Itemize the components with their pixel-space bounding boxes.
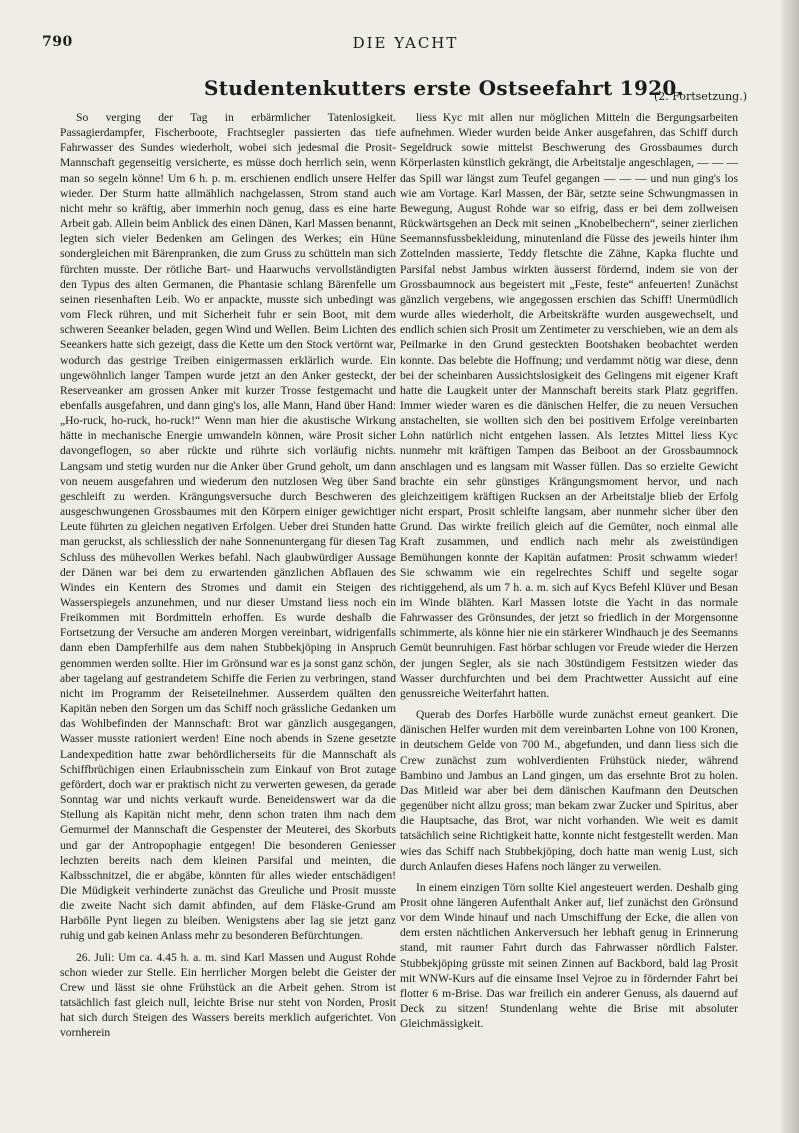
article-heading	[60, 76, 759, 106]
paragraph: liess Kyc mit allen nur möglichen Mitteln die Bergungsarbeiten aufnehmen. Wieder wurden beide Anker ausgefahren, das Schiff durch Segeldruck sowie mittelst Beschwerung des Grossbaumes durch Körperlasten künstlich gekrängt, die Arbeitstalje angeschlagen, — — — das Spill war längst zum Teufel gegangen — — — und nun ging's los wie am Vortage. Karl Massen, der Bär, setzte seine Schwungmassen in Bewegung, August Rohde war so eifrig, dass er bei dem zollweisen Rückwärtsgehen an Deck mit seinen „Knobelbechern“, seiner zierlichen Seemannsfussbekleidung, minutenland die Füsse des jeweils hinter ihm Zottelnden massierte, Teddy fletschte die Zähne, Kapka fluchte und Parsifal nebst Jambus wirkten äusserst fördernd, indem sie von der Grossbaumnock aus begeistert mit „Feste, feste“ anfeuerten! Zunächst gänzlich vergebens, wie angegossen erschien das Schiff! Unermüdlich wurde alles wiederholt, die Arbeitskräfte wurden ausgewechselt, und endlich schien sich Prosit um Zentimeter zu verschieben, wie an dem als Peilmarke in den Grund gesteckten Bootshaken beobachtet werden konnte. Das belebte die Hoffnung; und verdammt nötig war diese, denn bei der scheinbaren Aussichtslosigkeit des Gelingens mit eigener Kraft hatte die Laugkeit unter der Mannschaft bereits stark Platz gegriffen. Immer wieder waren es die dänischen Helfer, die zu neuen Versuchen anstachelten, sie wollten sich den bei positivem Erfolge vereinbarten Lohn natürlich nicht entgehen lassen. Als letztes Mittel liess Kyc nunmehr mit kräftigen Tampen das Beiboot an der Grossbaumnock anschlagen und es langsam mit Wasser füllen. Das so erzielte Gewicht brachte ein sehr günstiges Krängungsmoment hervor, und nach gleichzeitigem kräftigen Rucksen an der Arbeitstalje blieb der Erfolg nicht erspart, Prosit schleifte langsam, aber nunmehr sicher über den Grund. Das wirkte freilich gleich auf die Gemüter, noch einmal alle Kraft zusammen, und endlich nach mehr als zweistündigen Bemühungen konnte der Kapitän aufatmen: Prosit schwamm wieder! Sie schwamm wie ein regelrechtes Schiff und segelte sogar richtiggehend, als um 7 h. a. m. sich auf Kycs Befehl Klüver und Besan im Winde blähten. Karl Massen lotste die Yacht in das normale Fahrwasser des Grönsundes, der jetzt so friedlich in der Morgensonne schimmerte, als könne hier nie ein stärkerer Windhauch je des Seemanns Gemüt beunruhigen. Fast hörbar schlugen vor Freude wieder die Herzen der jungen Segler, als sie nach 30stündigem Festsitzen wieder das Wasser durchfurchten und bei dem Prachtwetter Aussicht auf eine genussreiche Weiterfahrt hatten.	[400, 111, 738, 700]
article-title: Studentenkutters erste Ostseefahrt 1920.	[204, 76, 684, 100]
left-column	[60, 110, 396, 1041]
paragraph: In einem einzigen Törn sollte Kiel angesteuert werden. Deshalb ging Prosit ohne längeren Aufenthalt Anker auf, lief zunächst den Grönsund vor dem Winde hinauf und nach Umschiffung der Ecke, die allen von dem ersten nächtlichen Ankerversuch her lebhaft genug in Erinnerung stand, mit raumer Fahrt durch das Fahrwasser nördlich Falster. Stubbekjöping grüsste mit seinen Zinnen auf Backbord, bald lag Prosit mit WNW-Kurs auf die einsame Insel Vejroe zu in fördernder Fahrt bei flotter 6 m-Brise. Das war freilich ein anderer Genuss, als dauernd auf Deck zu sitzen! Stundenlang wehte die Brise mit absoluter Gleichmässigkeit.	[400, 880, 738, 1031]
page-edge-shadow	[781, 0, 799, 1133]
page-number: 790	[42, 34, 73, 50]
paragraph: 26. Juli: Um ca. 4.45 h. a. m. sind Karl Massen und August Rohde schon wieder zur Stelle. Ein herrlicher Morgen belebt die Geister der Crew und lässt sie ohne Frühstück an die Arbeit gehen. Strom ist tatsächlich fast gleich null, leichte Brise nur steht von Norden, Prosit hat sich durch Steigen des Wassers bereits merklich aufgerichtet. Von vornherein	[60, 950, 396, 1040]
continuation-note: (2. Fortsetzung.)	[654, 90, 747, 103]
paragraph: So verging der Tag in erbärmlicher Tatenlosigkeit. Passagierdampfer, Fischerboote, Frachtsegler passierten das tiefe Fahrwasser des Sundes wiederholt, wobei sich jedesmal die Prosit-Mannschaft gegenseitig versicherte, es müsse doch herrlich sein, wenn man so segeln könne! Um 6 h. p. m. erschienen endlich unsere Helfer wieder. Der Sturm hatte allmählich nachgelassen, Strom stand auch nicht mehr so kräftig, aber immerhin noch genug, dass es eine harte Arbeit gab. Allein beim Anblick des einen Dänen, Karl Massen benannt, legten sich vieler Bedenken am Gelingen des Werkes; ein Hüne sondergleichen mit Bärenpranken, die zum Gruss zu schütteln man sich fürchten musste. Der rötliche Bart- und Haarwuchs vervollständigten den Typus des alten Germanen, die Phantasie schlang Bärenfelle um seinen riesenhaften Leib. Wo er anpackte, musste sich unbedingt was vom Fleck rühren, und mit Sicherheit fuhr er sein Boot, mit dem schweren Seeanker beladen, gegen Wind und Wellen. Beim Lichten des Seeankers hatte sich gezeigt, dass die Kette um den Stock vertörnt war, wodurch das gestrige Treiben einigermassen erklärlich wurde. Ein ungewöhnlich langer Tampen wurde jetzt an den Anker gesteckt, der Reserveanker am grossen Anker mit kurzer Trosse festgemacht und ebenfalls ausgefahren, und dann ging's los, alle Mann, Hand über Hand: „Ho-ruck, ho-ruck, ho-ruck!“ Wenn man hier die akustische Wirkung hätte in mechanische Energie umwandeln können, wäre Prosit sicher davongeflogen, so aber rückte und rührte sich vorläufig nichts. Langsam und stetig wurden nur die Anker über Grund geholt, um dann von neuem ausgefahren und wiederum den nutzlosen Weg über Sand geschleift zu werden. Krängungsversuche durch Beschweren des ausgeschwungenen Grossbaumes mit den Körpern einiger gewichtiger Leute führten zu gleichen negativen Erfolgen. Ueber drei Stunden hatte man geruckst, als schliesslich der nahe Sonnenuntergang für diesen Tag Schluss des mühevollen Werkes befahl. Nach glaubwürdiger Aussage der Dänen war bei dem zu erwartenden gänzlichen Abflauen des Windes ein Kentern des Stromes und damit ein Steigen des Wasserspiegels anzunehmen, und nur dieser Umstand liess noch ein Freikommen mit Bordmitteln erhoffen. Es wurde deshalb die Fortsetzung der Versuche am anderen Morgen vereinbart, widrigenfalls dann eben Dampferhilfe aus dem nahen Stubbekjöping in Anspruch genommen werden sollte. Hier im Grönsund war es ja sonst ganz schön, aber tagelang auf gestrandetem Schiffe die Ferien zu verbringen, stand nicht im Programm der Reiseteilnehmer. Ausserdem quälten den Kapitän neben den Sorgen um das Schiff noch grässliche Gedanken um das Wohlbefinden der Mannschaft: Brot war gänzlich ausgegangen, Wasser musste rationiert werden! Eine noch abends in Szene gesetzte Landexpedition hatte zwar behördlicherseits für die Mannschaft als Schiffbrüchigen einen Erlaubnisschein zum Einkauf von Brot zutage gefördert, doch war er praktisch nicht zu verwerten gewesen, da gerade Sonntag war und nichts verkauft wurde. Beneidenswert war da die Stellung als Kapitän nicht mehr, denn schon traten ihm nach dem Gemurmel der Mannschaft die Gespenster der Meuterei, des Skorbuts und gar der Antropophagie entgegen! Die besonderen Geniesser lechzten bereits nach dem kleinen Parsifal und meinten, die Kalbsschnitzel, die er abgäbe, könnten für alles wieder entschädigen! Die Müdigkeit verhinderte zunächst das Greuliche und Prosit musste die zweite Nacht sich damit abfinden, auf dem Fläske-Grund am Harbölle Pynt liegen zu bleiben. Wenigstens aber lag sie jetzt ganz ruhig und gab keinen Anlass mehr zu besonderen Befürchtungen.	[60, 111, 396, 943]
running-head: DIE YACHT	[352, 34, 459, 52]
page-header	[36, 30, 775, 52]
paragraph: Querab des Dorfes Harbölle wurde zunächst erneut geankert. Die dänischen Helfer wurden mit dem vereinbarten Lohne von 100 Kronen, in deutschem Gelde von 700 M., abgefunden, und dann liess sich die Crew zunächst zum wohlverdienten Frühstück nieder, während Bambino und Jambus an Land gingen, um das ersehnte Brot zu holen. Das Mitleid war aber bei dem dänischen Kaufmann den Deutschen gegenüber nicht allzu gross; man bekam zwar Zucker und Spiritus, aber die Hauptsache, das Brot, war nicht vorhanden. Wie weit es damit tatsächlich seine Richtigkeit hatte, konnte nicht festgestellt werden. Man wies das Schiff nach Stubbekjöping, doch hatte man wenig Lust, sich durch Anlaufen dieses Hafens noch länger zu verweilen.	[400, 708, 738, 873]
right-column	[400, 110, 738, 1031]
